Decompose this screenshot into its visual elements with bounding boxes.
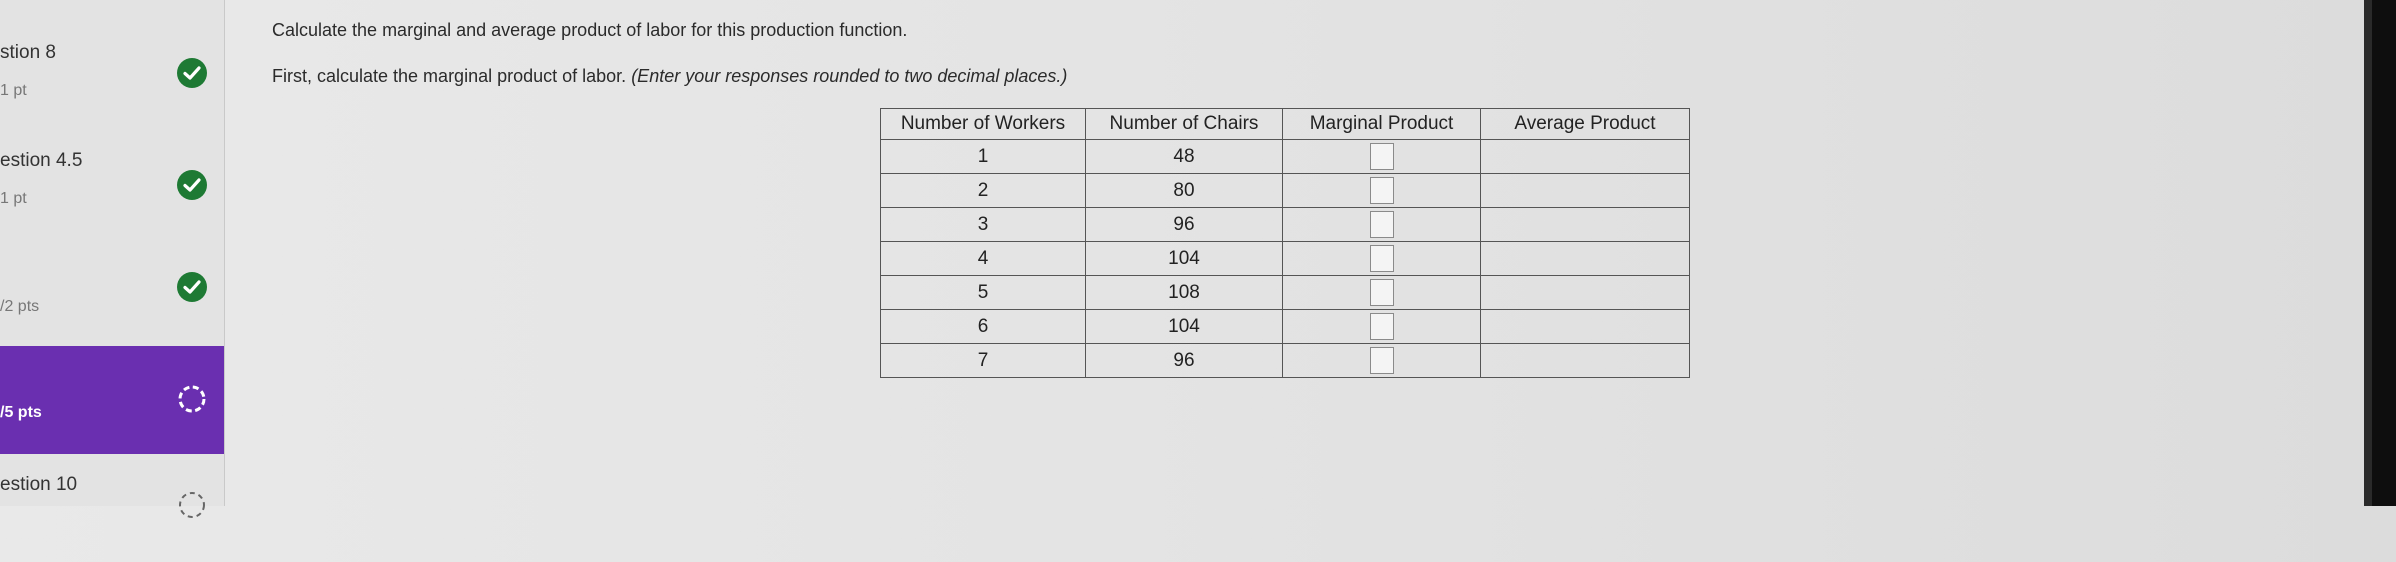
question-title: stion 8 (0, 42, 56, 63)
marginal-product-input[interactable] (1370, 313, 1394, 340)
table-row (881, 344, 1690, 378)
cell-workers: 5 (881, 276, 1086, 310)
question-instruction (272, 66, 1067, 87)
cell-average-product (1481, 276, 1690, 310)
cell-chairs: 108 (1086, 276, 1283, 310)
question-points: /5 pts (0, 404, 42, 421)
question-item-3[interactable] (0, 246, 224, 354)
question-item-10[interactable] (0, 454, 224, 562)
table-row (881, 174, 1690, 208)
table-row (881, 276, 1690, 310)
cell-average-product (1481, 310, 1690, 344)
cell-marginal-product (1283, 242, 1481, 276)
table-row (881, 310, 1690, 344)
cell-marginal-product (1283, 344, 1481, 378)
question-points: 1 pt (0, 190, 27, 207)
marginal-product-input[interactable] (1370, 279, 1394, 306)
instruction-note: (Enter your responses rounded to two decimal places.) (631, 66, 1068, 86)
instruction-text: First, calculate the marginal product of labor. (272, 66, 632, 86)
question-sidebar (0, 0, 225, 506)
cell-chairs: 104 (1086, 310, 1283, 344)
marginal-product-input[interactable] (1370, 245, 1394, 272)
cell-workers: 1 (881, 140, 1086, 174)
screen-edge (2364, 0, 2372, 506)
table-row (881, 140, 1690, 174)
marginal-product-input[interactable] (1370, 211, 1394, 238)
question-title: estion 10 (0, 474, 78, 495)
header-workers: Number of Workers (881, 109, 1086, 140)
check-circle-icon (175, 56, 209, 90)
cell-marginal-product (1283, 276, 1481, 310)
cell-average-product (1481, 242, 1690, 276)
cell-workers: 6 (881, 310, 1086, 344)
marginal-product-input[interactable] (1370, 347, 1394, 374)
check-circle-icon (175, 168, 209, 202)
question-prompt: Calculate the marginal and average product of labor for this production function. (272, 20, 908, 40)
check-circle-icon (175, 270, 209, 304)
screen-bezel (2372, 0, 2396, 506)
cell-workers: 7 (881, 344, 1086, 378)
cell-workers: 3 (881, 208, 1086, 242)
question-item-4-5[interactable] (0, 138, 224, 246)
progress-ring-icon (175, 382, 209, 416)
cell-average-product (1481, 208, 1690, 242)
question-points: 1 pt (0, 82, 27, 99)
question-item-current[interactable] (0, 346, 224, 454)
cell-average-product (1481, 344, 1690, 378)
table-row (881, 242, 1690, 276)
cell-chairs: 104 (1086, 242, 1283, 276)
cell-average-product (1481, 174, 1690, 208)
cell-marginal-product (1283, 310, 1481, 344)
question-item-8[interactable] (0, 30, 224, 138)
cell-marginal-product (1283, 174, 1481, 208)
production-table (880, 108, 1690, 378)
cell-chairs: 48 (1086, 140, 1283, 174)
marginal-product-input[interactable] (1370, 143, 1394, 170)
cell-workers: 2 (881, 174, 1086, 208)
header-chairs: Number of Chairs (1086, 109, 1283, 140)
marginal-product-input[interactable] (1370, 177, 1394, 204)
table-header-row (881, 109, 1690, 140)
cell-average-product (1481, 140, 1690, 174)
cell-chairs: 96 (1086, 344, 1283, 378)
table-row (881, 208, 1690, 242)
cell-marginal-product (1283, 140, 1481, 174)
cell-chairs: 96 (1086, 208, 1283, 242)
cell-workers: 4 (881, 242, 1086, 276)
question-title: estion 4.5 (0, 150, 83, 171)
header-marginal-product: Marginal Product (1283, 109, 1481, 140)
cell-chairs: 80 (1086, 174, 1283, 208)
cell-marginal-product (1283, 208, 1481, 242)
header-average-product: Average Product (1481, 109, 1690, 140)
question-points: /2 pts (0, 298, 40, 315)
empty-ring-icon (175, 488, 209, 522)
